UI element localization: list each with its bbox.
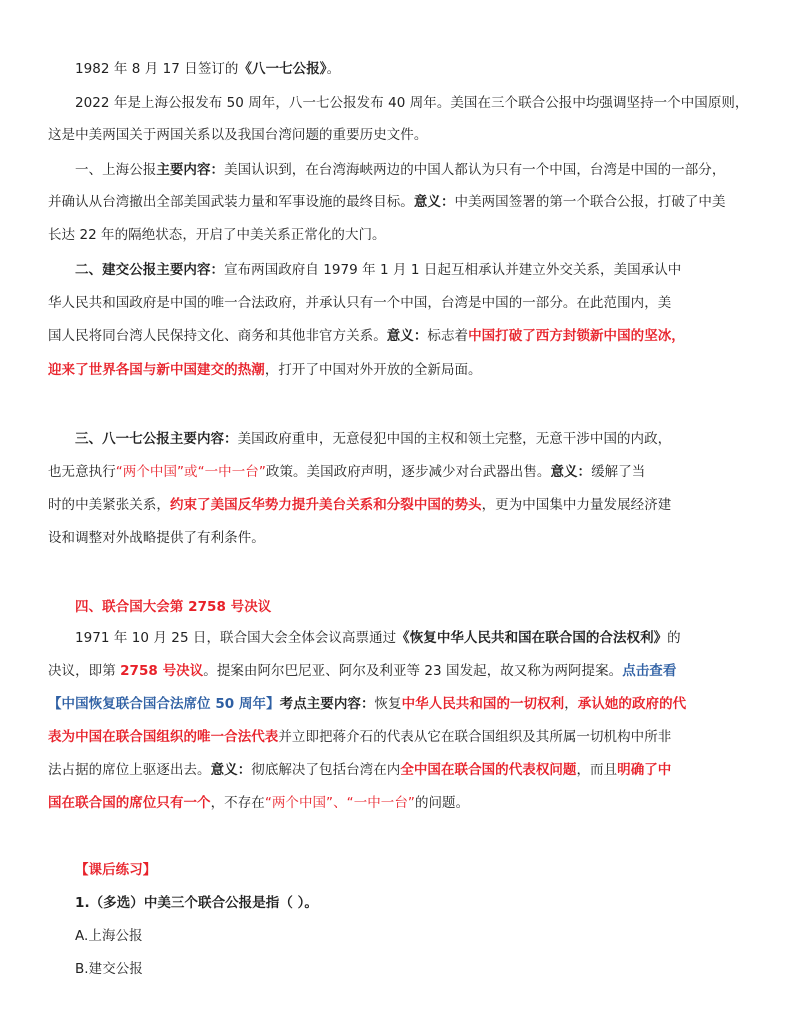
bold-text: 三、八一七公报主要内容：: [75, 431, 238, 447]
text: ，打开了中国对外开放的全新局面。: [264, 362, 482, 378]
highlight-text: 2758 号决议: [120, 663, 204, 679]
section1-line2: [48, 192, 726, 212]
section1-line1: [75, 160, 725, 180]
section1-line3: 长达 22 年的隔绝状态，开启了中美关系正常化的大门。: [48, 227, 386, 243]
section2-line3: [48, 326, 685, 346]
section3-line4: 设和调整对外战略提供了有利条件。: [48, 530, 265, 546]
bold-text: 考点主要内容：: [279, 696, 375, 712]
section4-title: 四、联合国大会第 2758 号决议: [75, 599, 272, 615]
text: 恢复: [374, 696, 402, 712]
bold-text: 意义：: [413, 194, 455, 210]
section3-line1: [75, 429, 671, 449]
option-a: A.上海公报: [75, 928, 143, 944]
red-text: “两个中国”、“一中一台”: [264, 795, 415, 811]
highlight-text: 国在联合国的席位只有一个: [48, 795, 211, 811]
section4-line6: [48, 793, 469, 813]
text: 宣布两国政府自 1979 年 1 月 1 日起互相承认并建立外交关系，美国承认中: [224, 262, 682, 278]
section4-line1: [75, 628, 681, 648]
text: 缓解了当: [591, 464, 646, 480]
text: 美国认识到，在台湾海峡两边的中国人都认为只有一个中国，台湾是中国的一部分，: [224, 162, 726, 178]
bold-text: 意义：: [210, 762, 252, 778]
red-text: “两个中国”或“一中一台”: [115, 464, 266, 480]
text: 的问题。: [414, 795, 470, 811]
highlight-text: 全中国在联合国的代表权问题: [400, 762, 577, 778]
section3-line3: [48, 495, 671, 515]
exercise-question: 1.（多选）中美三个联合公报是指（ ）。: [75, 895, 318, 911]
para1-line2: 这是中美两国关于两国关系以及我国台湾问题的重要历史文件。: [48, 127, 428, 143]
section3-line2: [48, 462, 645, 482]
section4-line5: [48, 760, 671, 780]
section2-line2: 华人民共和国政府是中国的唯一合法政府，并承认只有一个中国，台湾是中国的一部分。在此范围内，美: [48, 295, 672, 311]
bold-text: 《八一七公报》: [238, 61, 327, 77]
highlight-text: 明确了中: [617, 762, 672, 778]
highlight-text: 约束了美国反华势力提升美台关系和分裂中国的势头: [169, 497, 482, 513]
option-b: B.建交公报: [75, 961, 143, 977]
intro-line: [75, 59, 340, 79]
text: ，: [564, 696, 578, 712]
text: 政策。美国政府声明，逐步减少对台武器出售。: [265, 464, 551, 480]
text: 中美两国签署的第一个联合公报，打破了中美: [454, 194, 726, 210]
text: ，更为中国集中力量发展经济建: [481, 497, 672, 513]
highlight-text: 中国打破了西方封锁新中国的坚冰，: [468, 328, 685, 344]
section4-line4: [48, 727, 671, 747]
text: 彻底解决了包括台湾在内: [251, 762, 401, 778]
highlight-text: 承认她的政府的代: [577, 696, 687, 712]
exercise-heading: 【课后练习】: [75, 862, 157, 878]
text: 国人民将同台湾人民保持文化、商务和其他非官方关系。: [48, 328, 387, 344]
text: 1971 年 10 月 25 日，联合国大会全体会议高票通过: [75, 630, 397, 646]
bold-text: 《恢复中华人民共和国在联合国的合法权利》: [396, 630, 668, 646]
bold-text: 二、建交公报主要内容：: [75, 262, 225, 278]
section2-line4: [48, 360, 482, 380]
text: 并确认从台湾撤出全部美国武装力量和军事设施的最终目标。: [48, 194, 414, 210]
text: ，而且: [576, 762, 618, 778]
para1-line1: 2022 年是上海公报发布 50 周年，八一七公报发布 40 周年。美国在三个联合公报中均强调坚持一个中国原则，: [75, 95, 749, 111]
text: 标志着: [427, 328, 469, 344]
highlight-text: 中华人民共和国的一切权利: [401, 696, 565, 712]
text: 法占据的席位上驱逐出去。: [48, 762, 211, 778]
section2-line1: [75, 260, 681, 280]
text: 并立即把蒋介石的代表从它在联合国组织及其所属一切机构中所非: [278, 729, 672, 745]
text: 一、上海公报: [75, 162, 157, 178]
text: 美国政府重申，无意侵犯中国的主权和领土完整，无意干涉中国的内政，: [237, 431, 672, 447]
text: 也无意执行: [48, 464, 116, 480]
anniversary-link[interactable]: 【中国恢复联合国合法席位 50 周年】: [48, 696, 280, 712]
bold-text: 意义：: [386, 328, 428, 344]
section4-line2: [48, 661, 676, 681]
text: 。提案由阿尔巴尼亚、阿尔及利亚等 23 国发起，故又称为两阿提案。: [203, 663, 623, 679]
section4-line3: [48, 694, 686, 714]
view-link[interactable]: 点击查看: [622, 663, 677, 679]
highlight-text: 表为中国在联合国组织的唯一合法代表: [48, 729, 279, 745]
highlight-text: 迎来了世界各国与新中国建交的热潮: [48, 362, 265, 378]
text: 的: [667, 630, 681, 646]
bold-text: 意义：: [550, 464, 592, 480]
text: 决议，即第: [48, 663, 121, 679]
text: 时的中美紧张关系，: [48, 497, 170, 513]
text: 1982 年 8 月 17 日签订的: [75, 61, 239, 77]
text: 。: [326, 61, 341, 77]
bold-text: 主要内容：: [156, 162, 225, 178]
text: ，不存在: [210, 795, 265, 811]
